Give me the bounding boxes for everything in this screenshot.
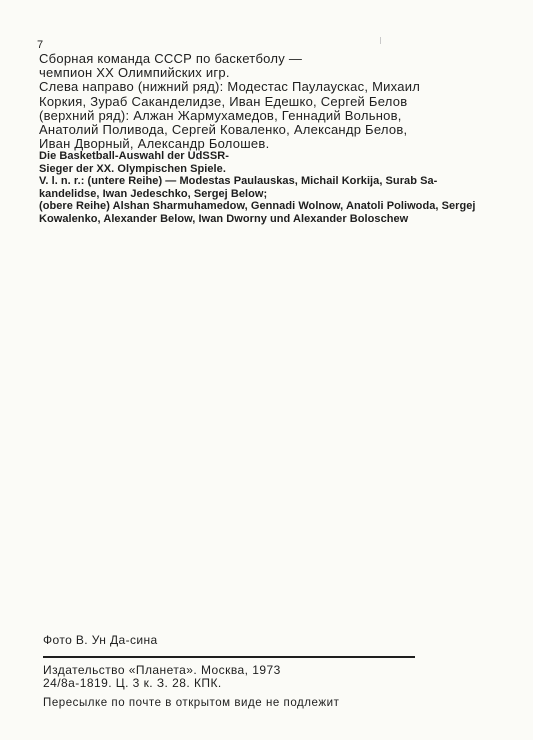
german-caption-line: (obere Reihe) Alshan Sharmuhamedow, Gennadi Wolnow, Anatoli Poliwoda, Sergej [39, 200, 476, 212]
russian-caption-line: чемпион XX Олимпийских игр. [39, 65, 230, 81]
russian-caption-line: Сборная команда СССР по баскетболу — [39, 51, 303, 66]
german-caption-line: kandelidse, Iwan Jedeschko, Sergej Below; [39, 187, 268, 200]
german-caption-line: Die Basketball-Auswahl der UdSSR- [39, 150, 229, 162]
russian-caption-line: Коркия, Зураб Саканделидзе, Иван Едешко, Сергей Белов [39, 93, 408, 109]
publisher-info [43, 664, 281, 690]
russian-caption [39, 52, 509, 151]
german-caption [39, 150, 517, 225]
photo-credit: Фото В. Ун Да-сина [43, 633, 158, 647]
german-caption-line: Sieger der XX. Olympischen Spiele. [39, 162, 226, 175]
russian-caption-line: Анатолий Поливода, Сергей Коваленко, Александр Белов, [39, 122, 408, 138]
russian-caption-line: (верхний ряд): Алжан Жармухамедов, Геннадий Вольнов, [39, 107, 402, 123]
print-tick-mark [380, 37, 381, 44]
mail-restriction-note: Пересылке по почте в открытом виде не подлежит [43, 697, 340, 709]
print-code-line: 24/8а-1819. Ц. 3 к. З. 28. КПК. [43, 676, 222, 690]
german-caption-line: V. l. n. r.: (untere Reihe) — Modestas Paulauskas, Michail Korkija, Surab Sa- [39, 175, 438, 187]
footer-divider [43, 656, 415, 658]
publisher-line: Издательство «Планета». Москва, 1973 [43, 663, 281, 677]
russian-caption-line: Слева направо (нижний ряд): Модестас Паулаускас, Михаил [39, 79, 421, 95]
russian-caption-line: Иван Дворный, Александр Болошев. [39, 136, 270, 152]
page-number: 7 [37, 39, 44, 51]
german-caption-line: Kowalenko, Alexander Below, Iwan Dworny und Alexander Boloschew [39, 212, 409, 225]
